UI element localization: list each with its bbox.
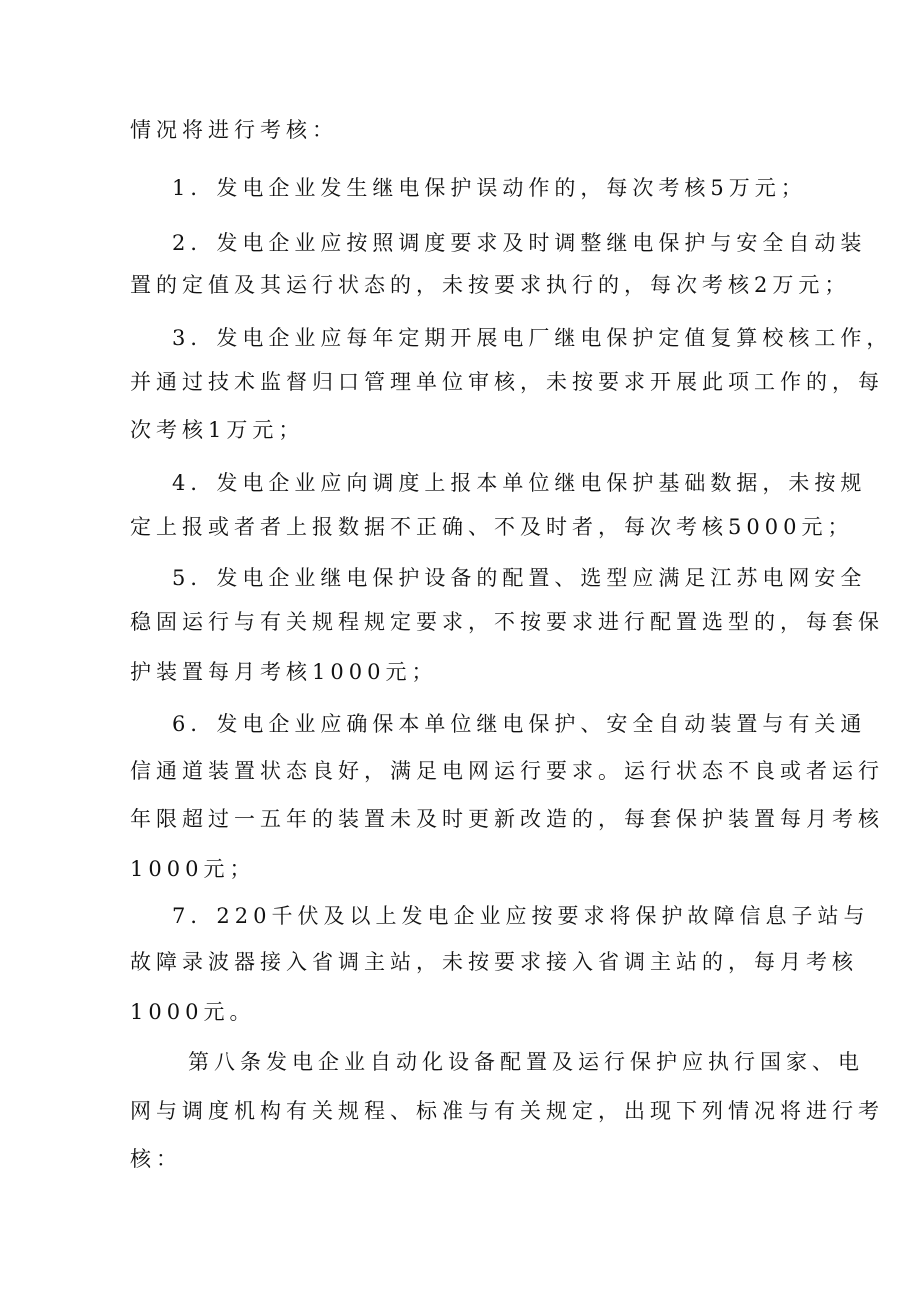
clause-6-line-1: 6．发电企业应确保本单位继电保护、安全自动装置与有关通 [172,712,867,736]
text-line: 情况将进行考核： [130,118,338,142]
clause-7-line-1: 7．220千伏及以上发电企业应按要求将保护故障信息子站与 [172,904,870,928]
clause-4-line-1: 4．发电企业应向调度上报本单位继电保护基础数据，未按规 [172,471,867,495]
article-8-line-2: 网与调度机构有关规程、标准与有关规定，出现下列情况将进行考 [130,1099,884,1123]
clause-5-line-3: 护装置每月考核1000元； [130,660,438,684]
clause-7-line-3: 1000元。 [130,1000,256,1024]
article-8-line-1: 第八条发电企业自动化设备配置及运行保护应执行国家、电 [188,1050,864,1074]
clause-6-line-4: 1000元； [130,857,256,881]
clause-5-line-1: 5．发电企业继电保护设备的配置、选型应满足江苏电网安全 [172,566,867,590]
clause-7-line-2: 故障录波器接入省调主站，未按要求接入省调主站的，每月考核 [130,950,858,974]
clause-3-line-1: 3．发电企业应每年定期开展电厂继电保护定值复算校核工作， [172,326,893,350]
clause-1: 1．发电企业发生继电保护误动作的，每次考核5万元； [172,176,807,200]
clause-2-line-1: 2．发电企业应按照调度要求及时调整继电保护与安全自动装 [172,231,867,255]
clause-5-line-2: 稳固运行与有关规程规定要求，不按要求进行配置选型的，每套保 [130,610,884,634]
clause-6-line-2: 信通道装置状态良好，满足电网运行要求。运行状态不良或者运行 [130,759,884,783]
clause-2-line-2: 置的定值及其运行状态的，未按要求执行的，每次考核2万元； [130,273,851,297]
clause-6-line-3: 年限超过一五年的装置未及时更新改造的，每套保护装置每月考核 [130,807,884,831]
article-8-line-3: 核： [130,1147,182,1171]
clause-3-line-2: 并通过技术监督归口管理单位审核，未按要求开展此项工作的，每 [130,370,884,394]
clause-3-line-3: 次考核1万元； [130,418,305,442]
clause-4-line-2: 定上报或者者上报数据不正确、不及时者，每次考核5000元； [130,515,854,539]
